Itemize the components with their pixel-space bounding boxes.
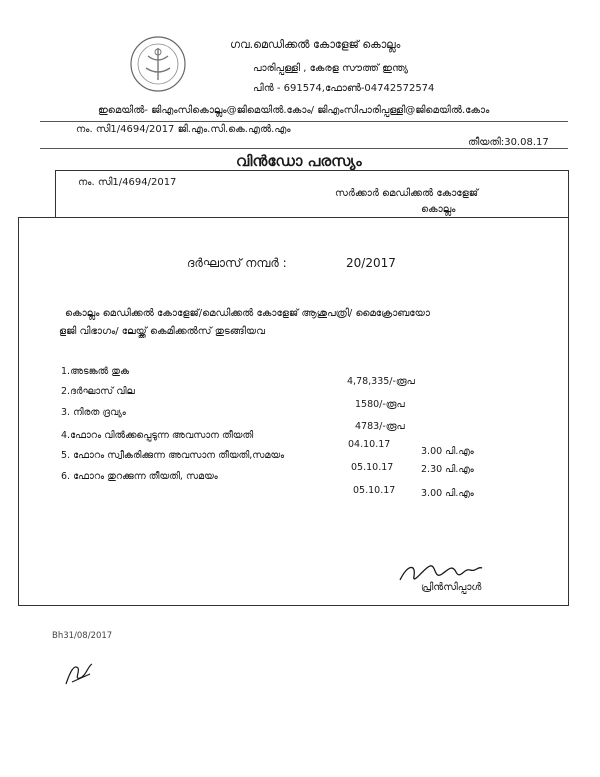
- item-time: 3.00 പി.എം: [421, 446, 474, 457]
- description-line-2: ളജി വിഭാഗം/ ലേയ്ക്ക് കെമിക്കൽസ് തുടങ്ങിയവ: [59, 326, 265, 337]
- item-label: 2.ദർഘാസ് വില: [61, 386, 135, 397]
- item-value: 4,78,335/-രൂപ: [347, 376, 415, 387]
- header-rule-bottom: [40, 148, 568, 149]
- issue-date: തീയതി:30.08.17: [468, 137, 549, 148]
- item-label: 6. ഫോറം തുറക്കുന്ന തീയതി, സമയം: [61, 471, 218, 482]
- item-value: 05.10.17: [351, 462, 394, 473]
- email-line: ഇമെയിൽ- ജിഎംസികൊല്ലം@ജിമെയിൽ.കോം/ ജിഎംസിപാരിപ്പള്ളി@ജിമെയിൽ.കോം: [98, 105, 490, 116]
- initials-mark: [62, 658, 96, 688]
- ref-box-place: കൊല്ലം: [421, 204, 456, 215]
- item-label: 5. ഫോറം സ്വീകരിക്കുന്ന അവസാന തീയതി,സമയം: [61, 450, 285, 461]
- reference-number: നം. സി1/4694/2017 ജി.എം.സി.കെ.എൽ.എം: [76, 124, 291, 135]
- college-name: ഗവ.മെഡിക്കൽ കോളേജ് കൊല്ലം: [230, 38, 401, 51]
- pin-phone: പിൻ - 691574,ഫോൺ-04742572574: [253, 83, 435, 94]
- item-value: 05.10.17: [353, 485, 396, 496]
- notice-box: [18, 217, 569, 606]
- tender-number: 20/2017: [346, 256, 396, 270]
- reference-box: [55, 170, 569, 218]
- header-rule-top: [40, 121, 568, 122]
- ref-box-office: സർക്കാർ മെഡിക്കൽ കോളേജ്: [335, 188, 479, 199]
- tender-label: ദർഘാസ് നമ്പർ :: [187, 256, 287, 270]
- item-value: 4783/-രൂപ: [355, 421, 405, 432]
- item-value: 1580/-രൂപ: [355, 399, 405, 410]
- college-address: പാരിപ്പള്ളി , കേരള സൗത്ത് ഇന്ത്യ: [253, 63, 408, 74]
- item-label: 4.ഫോറം വിൽക്കപ്പെടുന്ന അവസാന തീയതി: [61, 430, 254, 441]
- item-label: 1.അടങ്കൽ തുക: [61, 366, 130, 377]
- item-label: 3. നിരത ദ്രവ്യം: [61, 407, 126, 418]
- description-line-1: കൊല്ലം മെഡിക്കൽ കോളേജ്/മെഡിക്കൽ കോളേജ് ആശുപത്രി/ മൈക്രോബയോ: [65, 308, 430, 319]
- ref-box-number: നം. സി1/4694/2017: [78, 177, 177, 188]
- signature-caption: പ്രിൻസിപ്പാൾ: [421, 582, 482, 593]
- item-value: 04.10.17: [348, 439, 391, 450]
- item-time: 2.30 പി.എം: [421, 464, 474, 475]
- page-title: വിൻഡോ പരസ്യം: [236, 152, 362, 170]
- item-time: 3.00 പി.എം: [421, 488, 474, 499]
- footer-note: Bh31/08/2017: [52, 631, 113, 641]
- college-seal: [128, 34, 188, 94]
